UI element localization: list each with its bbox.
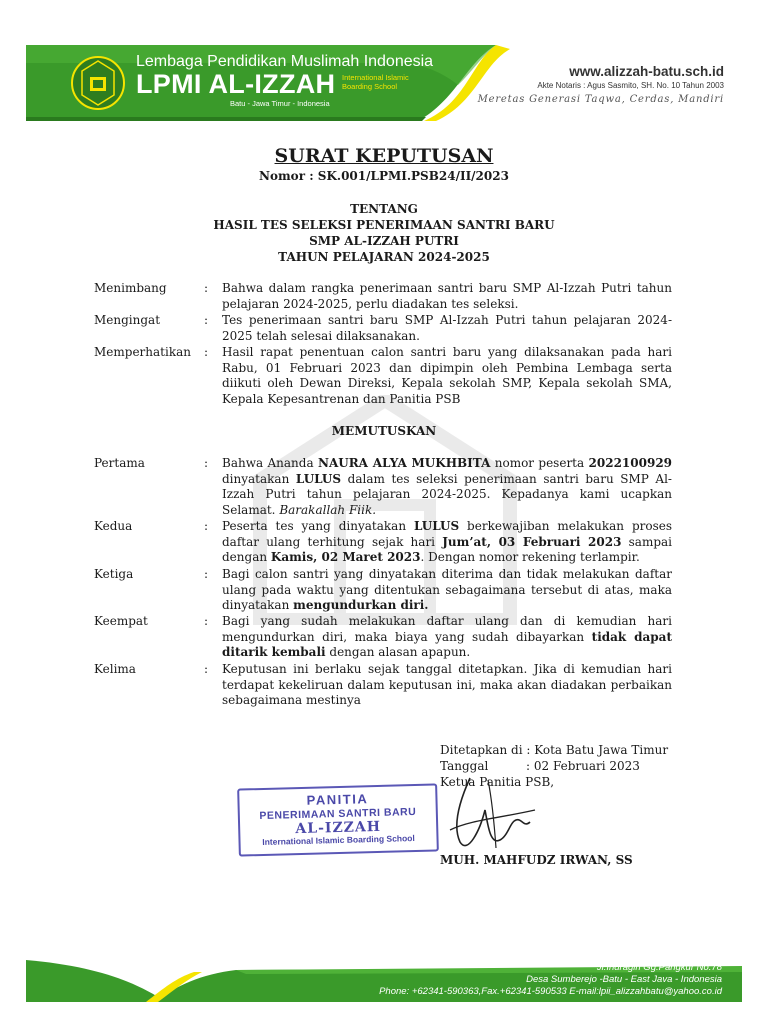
clause-label: Ketiga xyxy=(94,567,134,581)
decision-heading: MEMUTUSKAN xyxy=(331,424,437,438)
subject-line: TAHUN PELAJARAN 2024-2025 xyxy=(278,250,490,264)
school-emblem-icon xyxy=(70,55,126,111)
clause-label: Kelima xyxy=(94,662,136,676)
clause-text: Bagi calon santri yang dinyatakan diterima dan tidak melakukan daftar ulang pada waktu yang ditentukan sebagaimana tersebut di atas, maka dinyatakan mengundurkan diri. xyxy=(222,567,672,612)
institution-line: Lembaga Pendidikan Muslimah Indonesia xyxy=(136,53,434,70)
signer-name: MUH. MAHFUDZ IRWAN, SS xyxy=(440,853,633,867)
subject-line: HASIL TES SELEKSI PENERIMAAN SANTRI BARU xyxy=(213,218,555,232)
footer-address-1: Jl.Indragiri Gg.Pangkur No.78 xyxy=(596,962,722,973)
registration-start: Jum’at, 03 Februari 2023 xyxy=(442,534,622,549)
clause-label: Keempat xyxy=(94,614,148,628)
clause-text: Peserta tes yang dinyatakan LULUS berkewajiban melakukan proses daftar ulang terhitung sejak hari Jum’at, 03 Februari 2023 sampai dengan Kamis, 02 Maret 2023. Dengan nomor rekening terlampir. xyxy=(222,519,673,564)
clause-label: Pertama xyxy=(94,456,145,470)
clause-text: Hasil rapat penentuan calon santri baru yang dilaksanakan pada hari Rabu, 01 Februari 2023 dan dipimpin oleh Pembina Lembaga serta diikuti oleh Dewan Direksi, Kepala sekolah SMP, Kepala sekolah SMA, Kepala Kepesantrenan dan Panitia PSB xyxy=(222,345,672,406)
place-row: Ditetapkan di : Kota Batu Jawa Timur xyxy=(440,743,669,757)
footer-address-2: Desa Sumberejo -Batu - East Java - Indonesia xyxy=(526,974,722,985)
document-subject xyxy=(0,201,768,265)
clause-label: Mengingat xyxy=(94,313,161,327)
student-name: NAURA ALYA MUKHBITA xyxy=(317,456,491,470)
motto: Meretas Generasi Taqwa, Cerdas, Mandiri xyxy=(477,94,724,105)
result-status: LULUS xyxy=(295,471,342,486)
subject-line: TENTANG xyxy=(350,202,418,216)
letter-footer xyxy=(26,960,742,1002)
greeting: Barakallah Fiik. xyxy=(279,502,377,517)
subject-line: SMP AL-IZZAH PUTRI xyxy=(309,234,459,248)
handwritten-signature-icon xyxy=(430,770,540,860)
committee-stamp: PANITIA PENERIMAAN SANTRI BARU AL-IZZAH International Islamic Boarding School xyxy=(237,783,439,856)
notary-info: Akte Notaris : Agus Sasmito, SH. No. 10 Tahun 2003 xyxy=(537,81,724,90)
result-status: LULUS xyxy=(413,519,460,533)
clause-text: Bagi yang sudah melakukan daftar ulang dan di kemudian hari mengundurkan diri, maka biaya yang sudah dibayarkan tidak dapat ditarik kembali dengan alasan apapun. xyxy=(222,614,672,659)
clause-text: Tes penerimaan santri baru SMP Al-Izzah Putri tahun pelajaran 2024-2025 telah selesai dilaksanakan. xyxy=(222,313,672,343)
institution-location: Batu - Jawa Timur - Indonesia xyxy=(230,99,330,108)
clause-label: Menimbang xyxy=(94,281,167,295)
clause-text: Bahwa Ananda NAURA ALYA MUKHBITA nomor peserta 2022100929 dinyatakan LULUS dalam tes seleksi penerimaan santri baru SMP Al-Izzah Putri tahun pelajaran 2024-2025. Kepadanya kami ucapkan Selamat. Barakallah Fiik. xyxy=(222,456,673,517)
institution-name: LPMI AL-IZZAH xyxy=(136,69,336,99)
document-number: Nomor : SK.001/LPMI.PSB24/II/2023 xyxy=(259,169,509,183)
website-link[interactable]: www.alizzah-batu.sch.id xyxy=(569,64,724,79)
signer-position: Ketua Panitia PSB, xyxy=(440,775,555,789)
participant-number: 2022100929 xyxy=(588,456,673,470)
date-row: Tanggal : 02 Februari 2023 xyxy=(440,759,640,773)
letterhead xyxy=(26,45,742,121)
registration-end: Kamis, 02 Maret 2023 xyxy=(270,550,421,564)
institution-tagline: International Islamic Boarding School xyxy=(342,73,409,91)
clause-text: Keputusan ini berlaku sejak tanggal ditetapkan. Jika di kemudian hari terdapat kekeliruan dalam keputusan ini, maka akan diadakan perbaikan sebagaimana mestinya xyxy=(222,662,672,707)
clause-label: Memperhatikan xyxy=(94,345,191,359)
clause-label: Kedua xyxy=(94,519,133,533)
footer-contact: Phone: +62341-590363,Fax.+62341-590533 E-mail:lpii_alizzahbatu@yahoo.co.id xyxy=(379,986,722,997)
document-title: SURAT KEPUTUSAN xyxy=(274,145,494,167)
clause-text: Bahwa dalam rangka penerimaan santri baru SMP Al-Izzah Putri tahun pelajaran 2024-2025, perlu diadakan tes seleksi. xyxy=(222,281,672,311)
